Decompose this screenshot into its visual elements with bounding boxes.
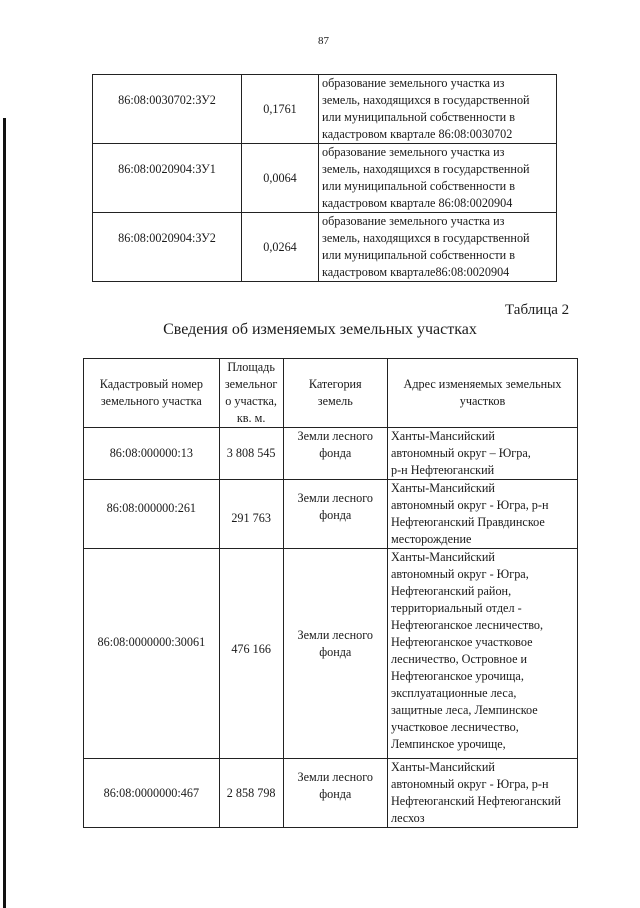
text-line: Нефтеюганское урочища, [390, 669, 524, 683]
category-cell [283, 759, 387, 828]
text-line: земель, находящихся в государственной [322, 93, 530, 107]
text-line: Площадь [227, 360, 275, 374]
text-line: кадастровом квартале 86:08:0030702 [322, 127, 513, 141]
text-line: автономный округ – Югра, [390, 446, 531, 460]
text-line: Нефтеюганский район, [390, 584, 512, 598]
text-line: участков [459, 394, 506, 408]
text-line: Земли лесного [297, 491, 374, 505]
cadastral-number-cell: 86:08:000000:13 [84, 428, 220, 480]
table-row [93, 75, 557, 144]
text-line: образование земельного участка из [322, 145, 505, 159]
cadastral-number-cell: 86:08:0020904:ЗУ2 [93, 213, 242, 282]
address-cell [387, 428, 577, 480]
text-line: автономный округ - Югра, р-н [390, 777, 549, 791]
text-line: Нефтеюганский Правдинское [390, 515, 545, 529]
area-cell: 0,0264 [242, 213, 319, 282]
text-line: Лемпинское урочище, [390, 737, 506, 751]
text-line: земель [317, 394, 353, 408]
text-line: фонда [319, 787, 352, 801]
text-line: земель, находящихся в государственной [322, 231, 530, 245]
category-cell [283, 428, 387, 480]
text-line: месторождение [390, 532, 472, 546]
table-row [84, 759, 578, 828]
purpose-cell [319, 144, 557, 213]
text-line: или муниципальной собственности в [322, 110, 515, 124]
table-label: Таблица 2 [505, 302, 570, 318]
purpose-cell [319, 213, 557, 282]
table-row [84, 480, 578, 549]
table-row [93, 213, 557, 282]
text-line: эксплуатационные леса, [390, 686, 517, 700]
text-line: земельного участка [100, 394, 202, 408]
page-number: 87 [318, 35, 329, 47]
text-line: р-н Нефтеюганский [390, 463, 495, 477]
text-line: Ханты-Мансийский [390, 760, 495, 774]
area-cell: 2 858 798 [219, 759, 283, 828]
text-line: образование земельного участка из [322, 214, 505, 228]
text-line: Нефтеюганский Нефтеюганский [390, 794, 561, 808]
text-line: Земли лесного [297, 628, 374, 642]
header-address [387, 359, 577, 428]
table-title: Сведения об изменяемых земельных участках [163, 321, 477, 338]
text-line: Ханты-Мансийский [390, 429, 495, 443]
cadastral-number-cell: 86:08:0000000:467 [84, 759, 220, 828]
text-line: образование земельного участка из [322, 76, 505, 90]
text-line: Земли лесного [297, 770, 374, 784]
previous-table-continuation [92, 74, 557, 282]
cadastral-number-cell: 86:08:0020904:ЗУ1 [93, 144, 242, 213]
area-cell: 3 808 545 [219, 428, 283, 480]
area-cell: 291 763 [219, 480, 283, 549]
area-cell: 476 166 [219, 549, 283, 759]
text-line: кадастровом квартале86:08:0020904 [322, 265, 510, 279]
text-line: кадастровом квартале 86:08:0020904 [322, 196, 513, 210]
text-line: или муниципальной собственности в [322, 248, 515, 262]
header-cadastral-number [84, 359, 220, 428]
text-line: Категория [308, 377, 362, 391]
text-line: земель, находящихся в государственной [322, 162, 530, 176]
text-line: Земли лесного [297, 429, 374, 443]
text-line: участковое лесничество, [390, 720, 519, 734]
category-cell [283, 480, 387, 549]
text-line: Адрес изменяемых земельных [403, 377, 562, 391]
table-header-row [84, 359, 578, 428]
changed-land-plots-table [83, 358, 578, 828]
area-cell: 0,1761 [242, 75, 319, 144]
cadastral-number-cell: 86:08:0000000:30061 [84, 549, 220, 759]
table-row [93, 144, 557, 213]
table-row [84, 549, 578, 759]
scan-margin-bar [3, 118, 6, 908]
text-line: фонда [319, 446, 352, 460]
text-line: земельног [224, 377, 278, 391]
text-line: лесхоз [390, 811, 425, 825]
text-line: фонда [319, 508, 352, 522]
text-line: лесничество, Островное и [390, 652, 528, 666]
address-cell [387, 549, 577, 759]
text-line: Ханты-Мансийский [390, 481, 495, 495]
header-category [283, 359, 387, 428]
cadastral-number-cell: 86:08:0030702:ЗУ2 [93, 75, 242, 144]
text-line: территориальный отдел - [390, 601, 522, 615]
category-cell [283, 549, 387, 759]
text-line: защитные леса, Лемпинское [390, 703, 538, 717]
cadastral-number-cell: 86:08:000000:261 [84, 480, 220, 549]
text-line: кв. м. [236, 411, 266, 425]
text-line: Нефтеюганское участковое [390, 635, 533, 649]
address-cell [387, 480, 577, 549]
text-line: фонда [319, 645, 352, 659]
text-line: автономный округ - Югра, р-н [390, 498, 549, 512]
text-line: Ханты-Мансийский [390, 550, 495, 564]
text-line: или муниципальной собственности в [322, 179, 515, 193]
text-line: автономный округ - Югра, [390, 567, 529, 581]
table-row [84, 428, 578, 480]
text-line: о участка, [225, 394, 277, 408]
text-line: Нефтеюганское лесничество, [390, 618, 544, 632]
text-line: Кадастровый номер [99, 377, 203, 391]
address-cell [387, 759, 577, 828]
purpose-cell [319, 75, 557, 144]
header-area [219, 359, 283, 428]
area-cell: 0,0064 [242, 144, 319, 213]
